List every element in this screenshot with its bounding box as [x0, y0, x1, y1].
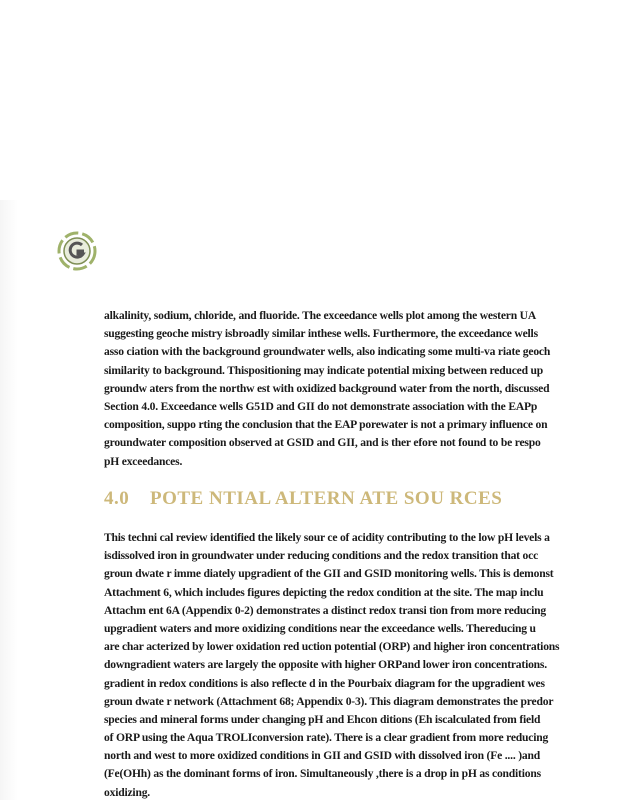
- section-title: POTE NTIAL ALTERN ATE SOU RCES: [150, 488, 503, 509]
- text-line: pH exceedances.: [104, 454, 183, 468]
- paragraph-geochemistry: [104, 307, 618, 471]
- text-line: groun dwate r imme diately upgradient of the GII and GSID monitoring wells. This is demonst: [104, 567, 554, 581]
- text-line: Section 4.0. Exceedance wells G51D and GII do not demonstrate association with the EAPp: [104, 399, 538, 413]
- text-line: downgradient waters are largely the opposite with higher ORPand lower iron concentrations.: [104, 658, 547, 672]
- text-line: north and west to more oxidized conditions in GII and GSID with dissolved iron (Fe .... )and: [104, 749, 540, 763]
- text-line: similarity to background. Thispositioning may indicate potential mixing between reduced up: [104, 363, 544, 377]
- paragraph-alternate-sources: [104, 529, 618, 802]
- text-line: upgradient waters and more oxidizing conditions near the exceedance wells. Thereducing u: [104, 621, 536, 635]
- text-line: of ORP using the Aqua TROLIconversion rate). There is a clear gradient from more reducing: [104, 731, 549, 745]
- section-heading: [104, 488, 502, 510]
- page-edge-shadow: [0, 200, 18, 800]
- text-line: groun dwate r network (Attachment 68; Appendix 0-3). This diagram demonstrates the predor: [104, 694, 554, 708]
- text-line: Attachm ent 6A (Appendix 0-2) demonstrates a distinct redox transi tion from more reducing: [104, 603, 546, 617]
- text-line: This techni cal review identified the likely sour ce of acidity contributing to the low pH levels a: [104, 531, 550, 544]
- text-line: groundw aters from the northw est with oxidized background water from the north, discussed: [104, 381, 550, 395]
- text-line: suggesting geoche mistry isbroadly similar inthese wells. Furthermore, the exceedance wells: [104, 327, 538, 341]
- text-line: are char acterized by lower oxidation red uction potential (ORP) and higher iron concentrations: [104, 640, 560, 654]
- text-line: gradient in redox conditions is also reflecte d in the Pourbaix diagram for the upgradient wes: [104, 676, 545, 690]
- text-line: alkalinity, sodium, chloride, and fluoride. The exceedance wells plot among the western UA: [104, 309, 537, 322]
- section-number: 4.0: [104, 488, 130, 509]
- text-line: species and mineral forms under changing pH and Ehcon ditions (Eh iscalculated from field: [104, 712, 541, 726]
- text-line: isdissolved iron in groundwater under reducing conditions and the redox transition that occ: [104, 549, 539, 563]
- text-line: Attachment 6, which includes figures depicting the redox condition at the site. The map inclu: [104, 585, 544, 599]
- text-line: composition, suppo rting the conclusion that the EAP porewater is not a primary influence on: [104, 418, 548, 432]
- text-line: asso ciation with the background groundwater wells, also indicating some multi-va riate geoch: [104, 345, 551, 359]
- company-logo-icon: [56, 230, 98, 272]
- text-line: groundwater composition observed at GSID and GII, and is ther efore not found to be respo: [104, 436, 541, 450]
- text-line: (Fe(OHh) as the dominant forms of iron. Simultaneously ,there is a drop in pH as conditions: [104, 767, 541, 781]
- text-line: oxidizing.: [104, 785, 150, 799]
